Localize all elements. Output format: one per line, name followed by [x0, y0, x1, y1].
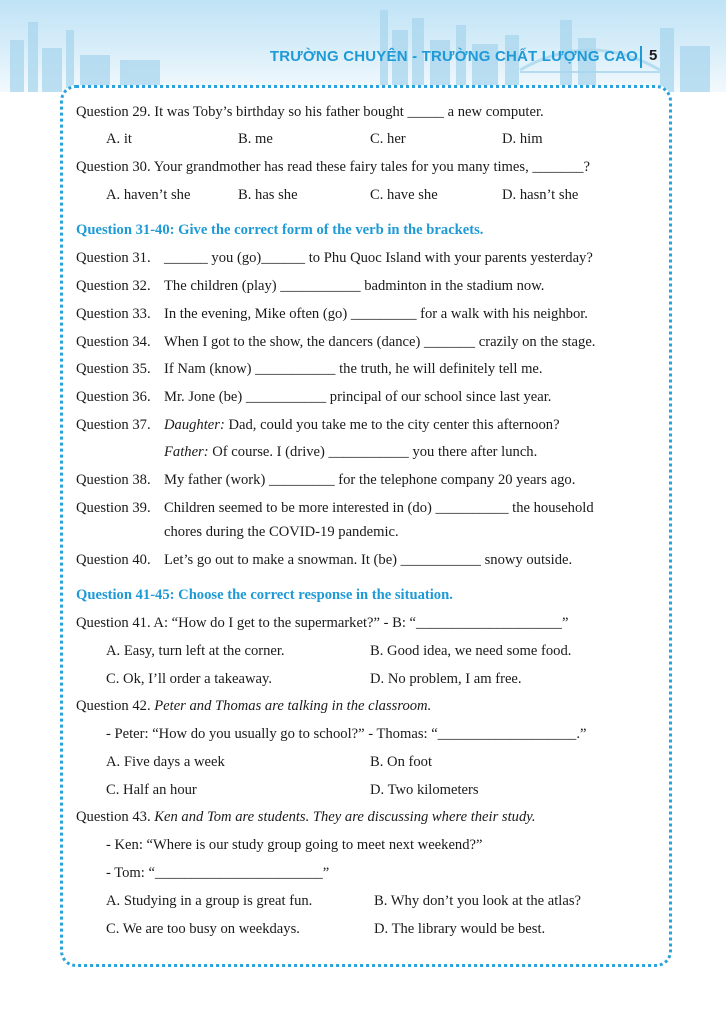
- question-40-number: Question 40.: [76, 552, 151, 568]
- question-42: [76, 698, 431, 715]
- question-31-number: Question 31.: [76, 250, 151, 266]
- q29-option-a: A. it: [106, 131, 132, 147]
- question-29: Question 29. It was Toby’s birthday so his father bought _____ a new computer.: [76, 104, 544, 120]
- question-33-number: Question 33.: [76, 306, 151, 322]
- q42-option-b: B. On foot: [370, 754, 433, 770]
- question-32-number: Question 32.: [76, 278, 151, 294]
- question-34-text: When I got to the show, the dancers (dance) _______ crazily on the stage.: [164, 334, 596, 350]
- father-line: Of course. I (drive) ___________ you there after lunch.: [208, 444, 538, 460]
- question-39-line-2: chores during the COVID-19 pandemic.: [164, 524, 399, 540]
- question-39-line-1: Children seemed to be more interested in (do) __________ the household: [164, 500, 594, 516]
- question-35-text: If Nam (know) ___________ the truth, he will definitely tell me.: [164, 361, 543, 377]
- speaker-daughter: Daughter:: [164, 417, 225, 433]
- question-30: Question 30. Your grandmother has read these fairy tales for you many times, _______?: [76, 159, 590, 175]
- q30-option-d: D. hasn’t she: [502, 187, 579, 203]
- question-43: [76, 809, 536, 826]
- q29-option-c: C. her: [370, 131, 406, 147]
- q43-option-b: B. Why don’t you look at the atlas?: [374, 893, 581, 909]
- q43-ken-line: - Ken: “Where is our study group going to meet next weekend?”: [106, 837, 483, 853]
- header-title: TRƯỜNG CHUYÊN - TRƯỜNG CHẤT LƯỢNG CAO: [269, 48, 638, 65]
- page-number: 5: [649, 47, 658, 64]
- question-43-number: Question 43.: [76, 809, 155, 825]
- question-37-line-2: [164, 444, 537, 461]
- question-39-number: Question 39.: [76, 500, 151, 516]
- question-33-text: In the evening, Mike often (go) _________ for a walk with his neighbor.: [164, 306, 588, 322]
- question-36-text: Mr. Jone (be) ___________ principal of our school since last year.: [164, 389, 552, 405]
- q41-option-b: B. Good idea, we need some food.: [370, 643, 572, 659]
- question-36-number: Question 36.: [76, 389, 151, 405]
- question-43-context: Ken and Tom are students. They are discussing where their study.: [154, 809, 536, 825]
- q42-option-d: D. Two kilometers: [370, 782, 479, 798]
- q42-option-a: A. Five days a week: [106, 754, 225, 770]
- q30-option-c: C. have she: [370, 187, 438, 203]
- page-header: [0, 0, 726, 92]
- city-skyline-illustration: [0, 0, 726, 92]
- q29-option-b: B. me: [238, 131, 273, 147]
- question-37-line-1: [164, 417, 560, 434]
- question-38-text: My father (work) _________ for the telephone company 20 years ago.: [164, 472, 576, 488]
- question-42-number: Question 42.: [76, 698, 155, 714]
- q41-option-d: D. No problem, I am free.: [370, 671, 522, 687]
- section-heading-41-45: Question 41-45: Choose the correct response in the situation.: [76, 587, 453, 603]
- q41-option-a: A. Easy, turn left at the corner.: [106, 643, 285, 659]
- q42-dialog: - Peter: “How do you usually go to school?” - Thomas: “___________________.”: [106, 726, 587, 742]
- q30-option-a: A. haven’t she: [106, 187, 191, 203]
- question-37-number: Question 37.: [76, 417, 151, 433]
- question-31-text: ______ you (go)______ to Phu Quoc Island with your parents yesterday?: [164, 250, 593, 266]
- question-41: Question 41. A: “How do I get to the supermarket?” - B: “____________________”: [76, 615, 569, 631]
- q41-option-c: C. Ok, I’ll order a takeaway.: [106, 671, 273, 687]
- header-divider: [640, 46, 642, 68]
- q30-option-b: B. has she: [238, 187, 298, 203]
- question-42-context: Peter and Thomas are talking in the classroom.: [154, 698, 432, 714]
- q43-option-c: C. We are too busy on weekdays.: [106, 921, 300, 937]
- q43-option-d: D. The library would be best.: [374, 921, 546, 937]
- question-38-number: Question 38.: [76, 472, 151, 488]
- q42-option-c: C. Half an hour: [106, 782, 197, 798]
- q43-option-a: A. Studying in a group is great fun.: [106, 893, 313, 909]
- daughter-line: Dad, could you take me to the city center this afternoon?: [224, 417, 560, 433]
- question-34-number: Question 34.: [76, 334, 151, 350]
- q29-option-d: D. him: [502, 131, 543, 147]
- speaker-father: Father:: [164, 444, 209, 460]
- section-heading-31-40: Question 31-40: Give the correct form of the verb in the brackets.: [76, 222, 484, 238]
- question-35-number: Question 35.: [76, 361, 151, 377]
- question-40-text: Let’s go out to make a snowman. It (be) ___________ snowy outside.: [164, 552, 573, 568]
- q43-tom-line: - Tom: “_______________________”: [106, 865, 330, 881]
- question-32-text: The children (play) ___________ badminton in the stadium now.: [164, 278, 545, 294]
